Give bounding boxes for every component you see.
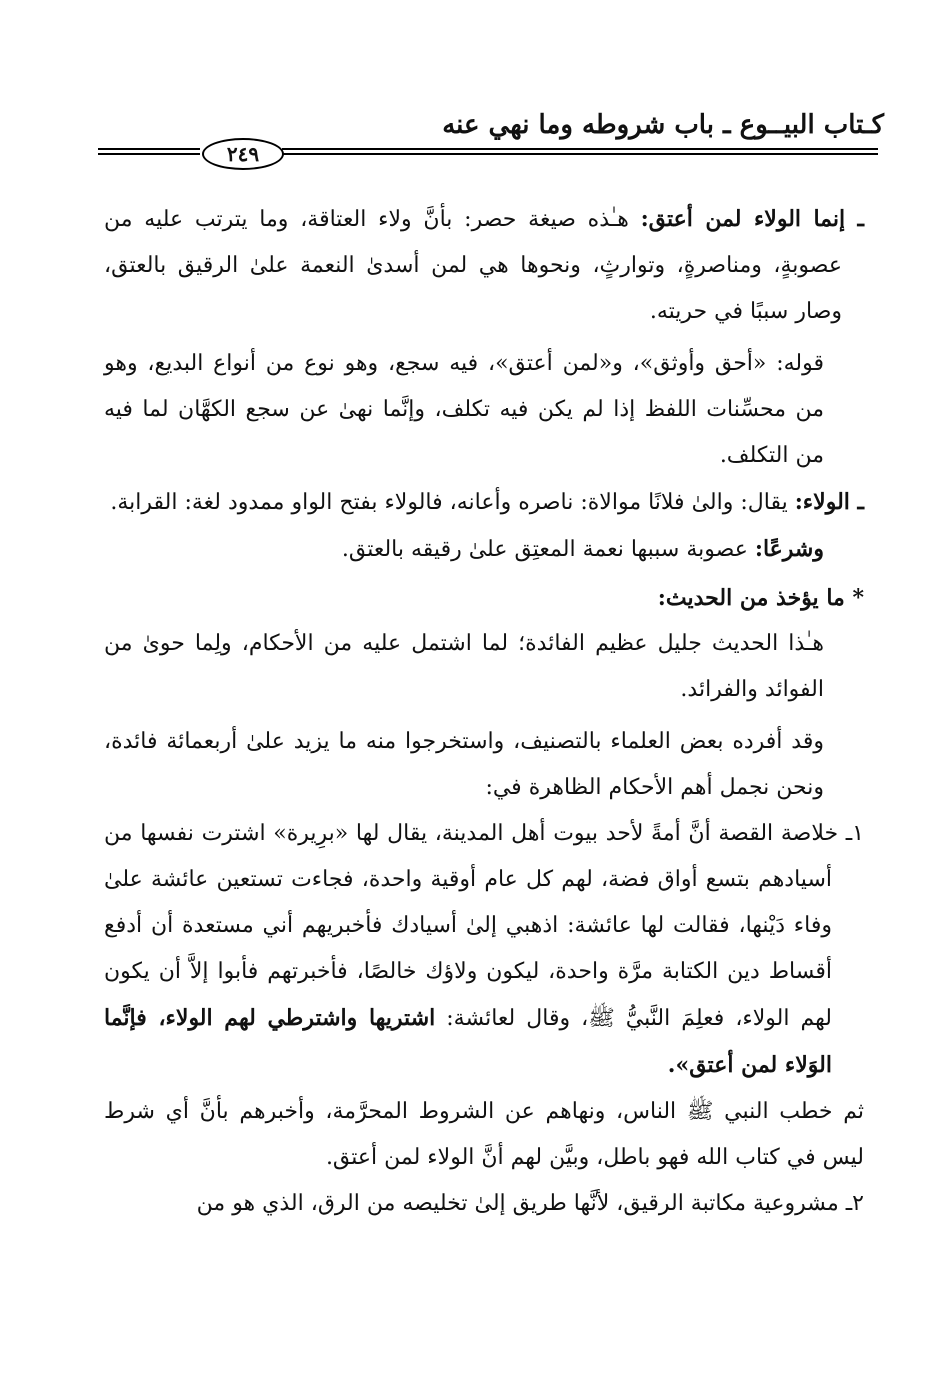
paragraph-text: ثم خطب النبي ﷺ الناس، ونهاهم عن الشروط المحرَّمة، وأخبرهم بأنَّ أي شرط ليس في كتاب الله فهو باطل، وبيَّن لهم أنَّ الولاء لمن أعتق.: [104, 1099, 864, 1170]
hadith-quote: اشتريها واشترطي لهم الولاء، فإنَّما الوَلاء لمن أعتق».: [104, 1005, 832, 1078]
running-header-title: كـتاب البيــوع ـ باب شروطه وما نهي عنه: [442, 110, 884, 140]
section-heading: * ما يؤخذ من الحديث:: [657, 585, 864, 611]
paragraph-text: هـٰذه صيغة حصر: بأنَّ ولاء العتاقة، وما يترتب عليه من عصوبةٍ، ومناصرةٍ، وتوارثٍ، ونحوها هي لمن أسدىٰ النعمة علىٰ الرقيق بالعتق، وصار سببًا في حريته.: [104, 207, 842, 324]
paragraph-text: قوله: «أحق وأوثق»، و«لمن أعتق»، فيه سجع، وهو نوع من أنواع البديع، وهو من محسِّنات اللفظ إذا لم يكن فيه تكلف، وإنَّما نهىٰ عن سجع الكهَّان لما فيه من التكلف.: [104, 351, 824, 468]
page-number: ٢٤٩: [202, 138, 284, 170]
paragraph-text: مشروعية مكاتبة الرقيق، لأنَّها طريق إلىٰ تخليصه من الرق، الذي هو من: [196, 1191, 846, 1216]
term-lead: ـ إنما الولاء لمن أعتق:: [640, 206, 864, 232]
paragraph-khutba: [104, 1089, 864, 1181]
header-rule-left: [98, 148, 200, 155]
paragraph-walaa-lugha: [104, 479, 864, 526]
list-item-2: [104, 1181, 864, 1227]
paragraph-text: خلاصة القصة أنَّ أمةً لأحد بيوت أهل المدينة، يقال لها «برِيرة» اشترت نفسها من أسيادهم بتسع أواق فضة، لهم كل عام أوقية واحدة، فجاءت تستعين عائشة علىٰ وفاء دَيْنها، فقالت لها عائشة: اذهبي إلىٰ أسيادك فأخبريهم أني مستعدة أن أدفع أقساط دين الكتابة مرَّة واحدة، ليكون ولاؤك خالصًا، فأخبرتهم فأبوا إلاَّ أن يكون لهم الولاء، فعلِمَ النَّبيُّ ﷺ، وقال لعائشة:: [104, 821, 846, 1031]
term-lead: وشرعًا:: [754, 536, 824, 562]
page-body: [104, 196, 864, 1227]
paragraph-text: هـٰذا الحديث جليل عظيم الفائدة؛ لما اشتمل عليه من الأحكام، ولِما حوىٰ من الفوائد والفرائد.: [104, 631, 824, 702]
header-rule-right: [282, 148, 878, 155]
paragraph-intro: [104, 621, 864, 713]
paragraph-text: يقال: والىٰ فلانًا موالاة: ناصره وأعانه، فالولاء بفتح الواو ممدود لغة: القرابة.: [110, 490, 795, 515]
paragraph-tasnif: [104, 719, 864, 811]
paragraph-walaa-sharan: [104, 526, 864, 573]
paragraph-text: وقد أفرده بعض العلماء بالتصنيف، واستخرجوا منه ما يزيد علىٰ أربعمائة فائدة، ونحن نجمل أهم الأحكام الظاهرة في:: [104, 729, 824, 800]
paragraph-text: عصوبة سببها نعمة المعتِق علىٰ رقيقه بالعتق.: [341, 537, 755, 562]
term-lead: ـ الولاء:: [794, 489, 864, 515]
paragraph-walaa-hasr: [104, 196, 864, 335]
list-number: ١ـ: [845, 821, 864, 846]
list-number: ٢ـ: [845, 1191, 864, 1216]
paragraph-saj: [104, 341, 864, 479]
list-item-1: [104, 811, 864, 1089]
